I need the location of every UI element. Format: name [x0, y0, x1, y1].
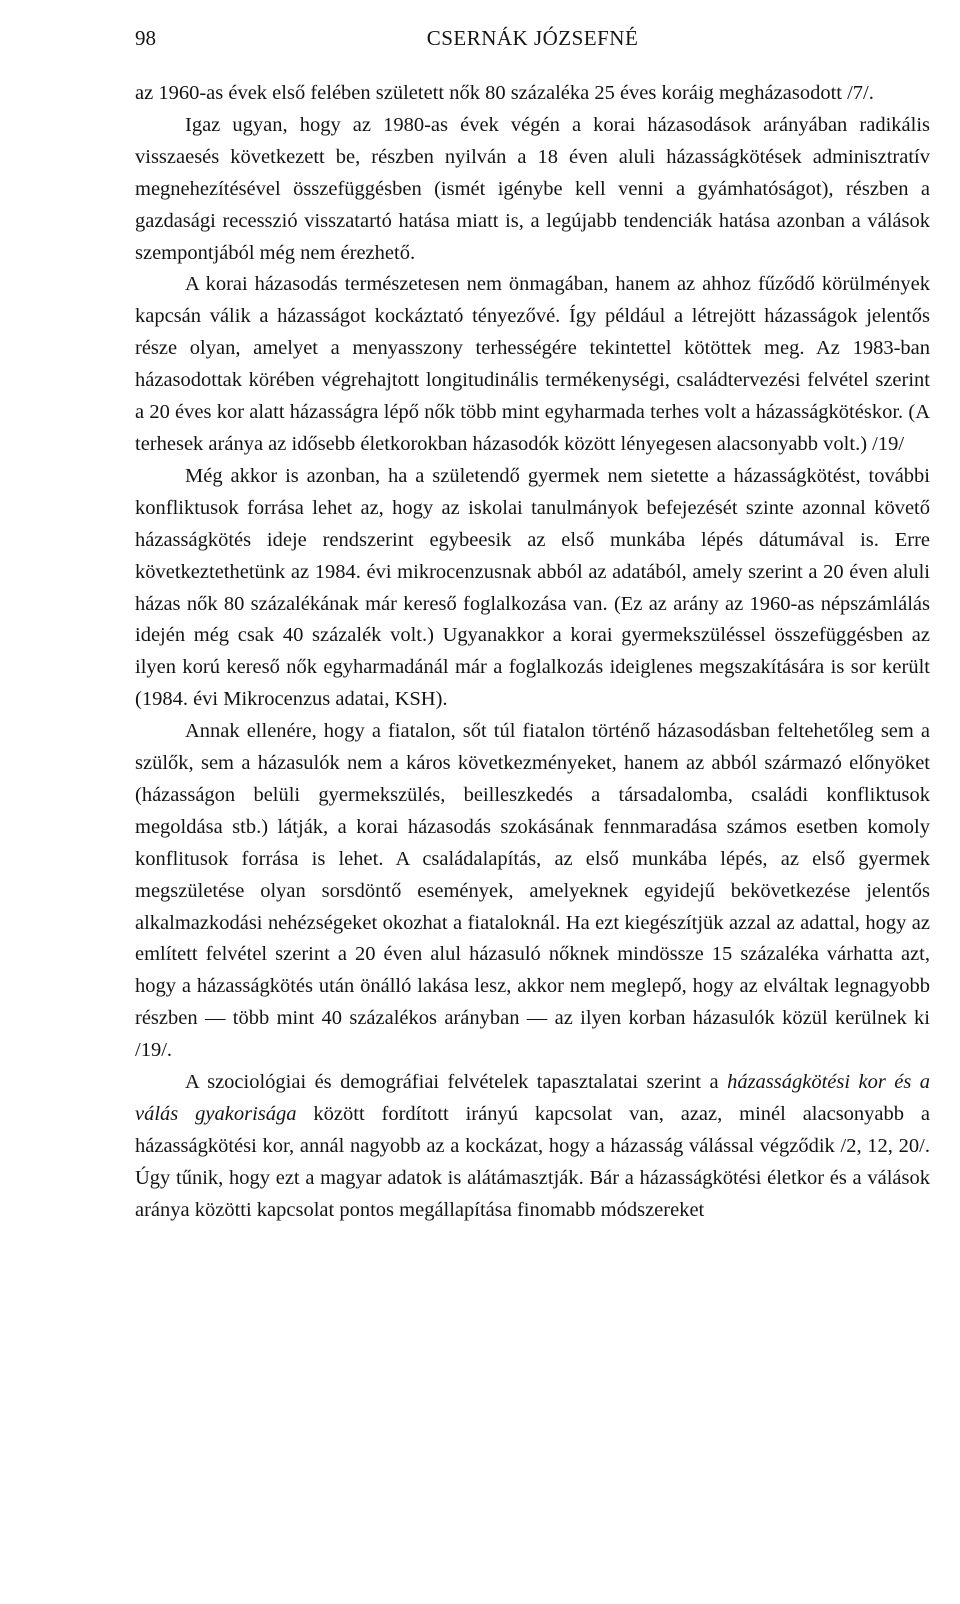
paragraph-early-marriage-decline: Igaz ugyan, hogy az 1980-as évek végén a korai házasodások arányában radikális visszaesés következett be, részben nyilván a 18 éven aluli házasságkötések adminisztratív megnehezítésével összefüggésben (ismét igénybe kell venni a gyámhatóságot), részben a gazdasági recesszió visszatartó hatása miatt is, a legújabb tendenciák hatása azonban a válások szempontjából még nem érezhető.	[135, 113, 930, 264]
paragraph-pregnancy-factor: A korai házasodás természetesen nem önmagában, hanem az ahhoz fűződő körülmények kapcsán válik a házasságot kockáztató tényezővé. Így például a létrejött házasságok jelentős része olyan, amelyet a menyasszony terhességére tekintettel kötöttek meg. Az 1983-ban házasodottak körében végrehajtott longitudinális termékenységi, családtervezési felvétel szerint a 20 éves kor alatt házasságra lépő nők több mint egyharmada terhes volt a házasságkötéskor. (A terhesek aránya az idősebb életkorokban házasodók között lényegesen alacsonyabb volt.) /19/	[135, 273, 930, 455]
running-title: CSERNÁK JÓZSEFNÉ	[426, 26, 639, 50]
page-number: 98	[135, 26, 156, 50]
paragraph-text-after: között fordított irányú kapcsolat van, azaz, minél alacsonyabb a házasságkötési kor, annál nagyobb az a kockázat, hogy a házasság válással végződik /2, 12, 20/. Úgy tűnik, hogy ezt a magyar adatok is alátámasztják. Bár a házasságkötési életkor és a válások aránya közötti kapcsolat pontos megállapítása finomabb módszereket	[135, 1103, 931, 1221]
emphasized-term: házasságkötési kor és a válás gyakorisága	[135, 1071, 930, 1125]
body-text	[135, 78, 930, 1227]
paragraph-employment-conflict: Még akkor is azonban, ha a születendő gyermek nem sietette a házasságkötést, további konfliktusok forrása lehet az, hogy az iskolai tanulmányok befejezését szinte azonnal követő házasságkötés ideje rendszerint egybeesik az első munkába lépés dátumával is. Erre következtethetünk az 1984. évi mikrocenzusnak abból az adatából, amely szerint a 20 éven aluli házas nők 80 százalékának már kereső foglalkozása van. (Ez az arány az 1960-as népszámlálás idején még csak 40 százalék volt.) Ugyanakkor a korai gyermekszüléssel összefüggésben az ilyen korú kereső nők egyharmadánál már a foglalkozás ideiglenes megszakítására is sor került (1984. évi Mikrocenzus adatai, KSH).	[135, 464, 930, 711]
paragraph-text-before: A szociológiai és demográfiai felvételek tapasztalatai szerint a	[185, 1071, 728, 1094]
paragraph-continuation: az 1960-as évek első felében született nők 80 százaléka 25 éves koráig megházasodott /7/.	[135, 82, 874, 104]
running-head	[135, 20, 930, 56]
paragraph-age-divorce-relation	[135, 1067, 930, 1227]
paragraph-conflict-sources: Annak ellenére, hogy a fiatalon, sőt túl fiatalon történő házasodásban feltehetőleg sem a szülők, sem a házasulók nem a káros következményeket, hanem az abból származó előnyöket (házasságon belüli gyermekszülés, beilleszkedés a társadalomba, családi konfliktusok megoldása stb.) látják, a korai házasodás szokásának fennmaradása számos esetben komoly konflitusok forrása is lehet. A családalapítás, az első munkába lépés, az első gyermek megszületése olyan sorsdöntő események, amelyeknek egyidejű bekövetkezése jelentős alkalmazkodási nehézségeket okozhat a fiataloknál. Ha ezt kiegészítjük azzal az adattal, hogy az említett felvétel szerint a 20 éven alul házasuló nőknek mindössze 15 százaléka várhatta azt, hogy a házasságkötés után önálló lakása lesz, akkor nem meglepő, hogy az elváltak legnagyobb részben — több mint 40 százalékos arányban — az ilyen korban házasulók közül kerülnek ki /19/.	[135, 720, 930, 1062]
